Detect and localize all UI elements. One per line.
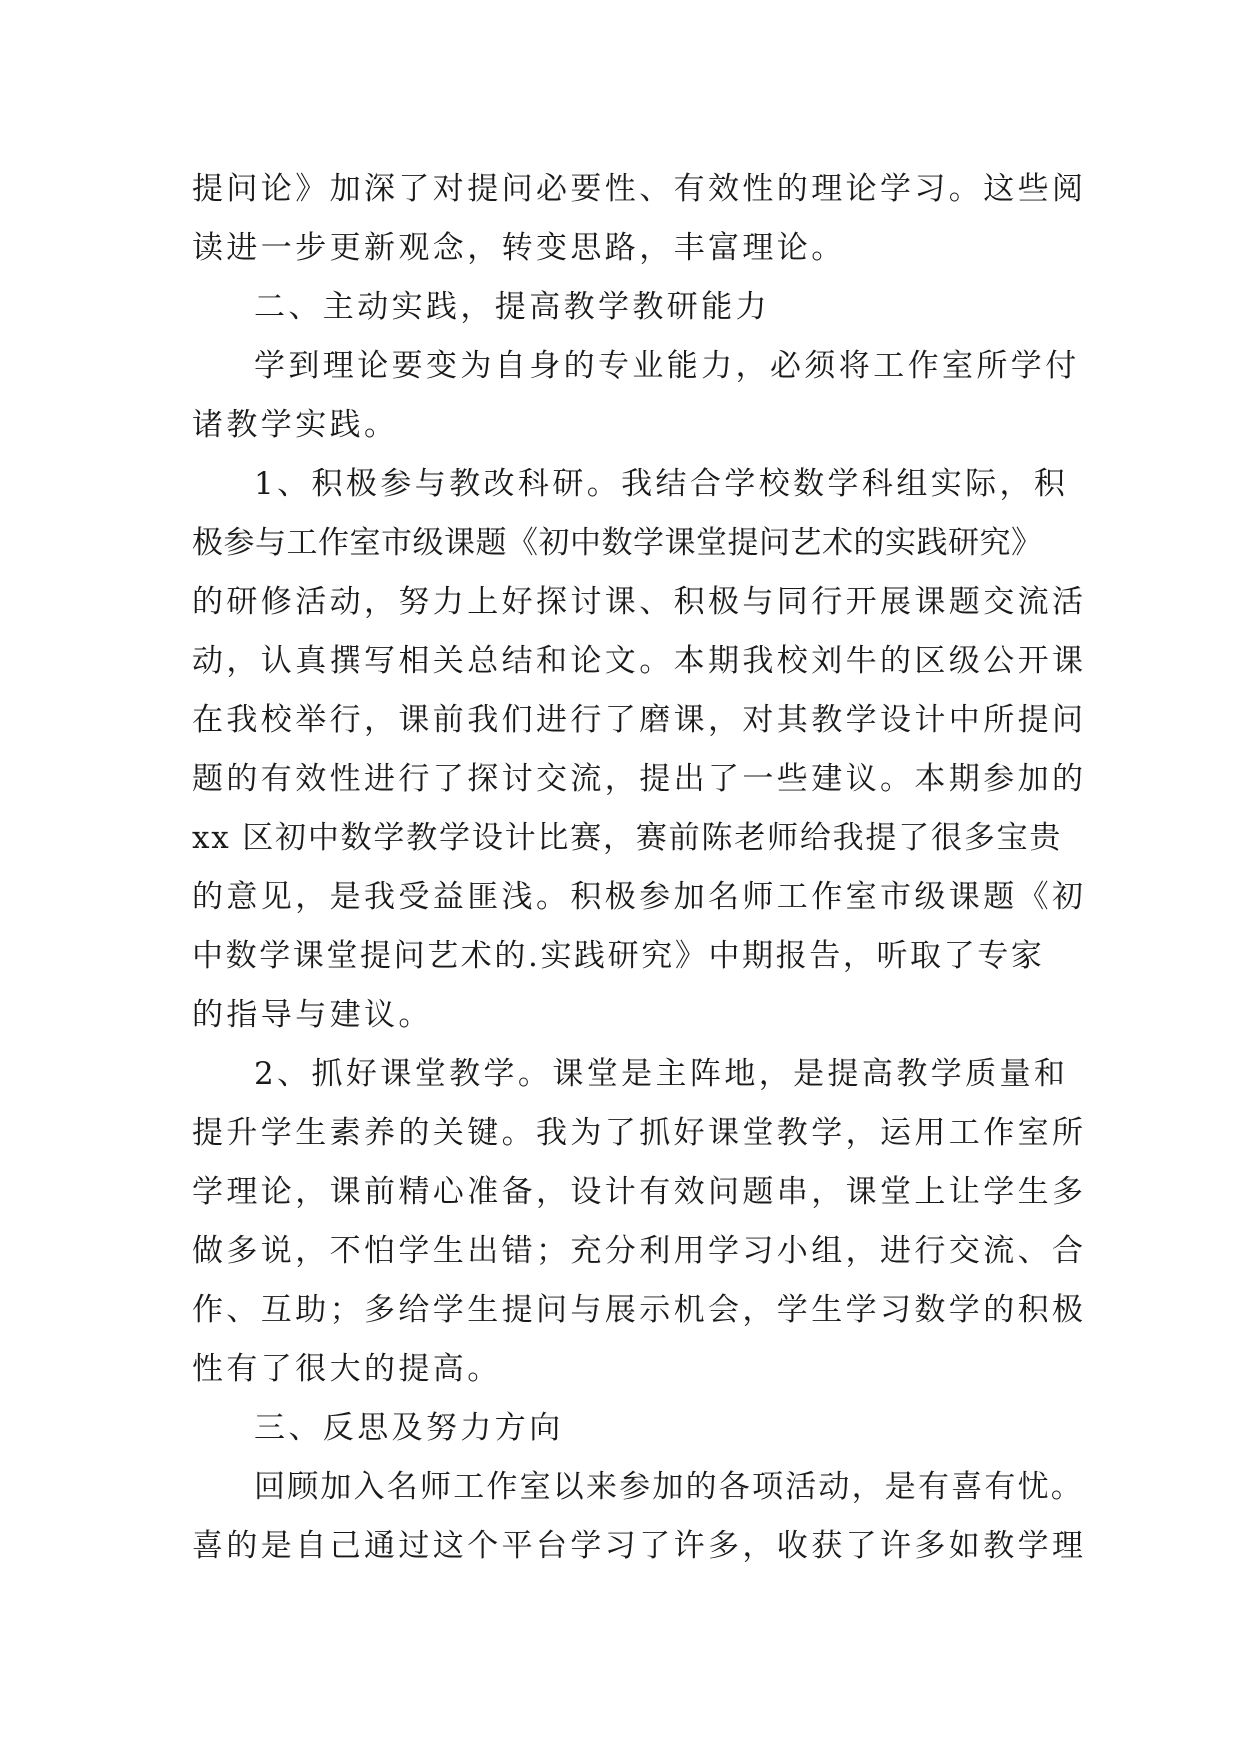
text-line: 作、互助；多给学生提问与展示机会，学生学习数学的积极 [192, 1292, 1087, 1328]
text-line: 极参与工作室市级课题《初中数学课堂提问艺术的实践研究》 [192, 525, 1043, 561]
text-line: 学到理论要变为自身的专业能力，必须将工作室所学付 [254, 348, 1080, 384]
text-line: 提升学生素养的关键。我为了抓好课堂教学，运用工作室所 [192, 1115, 1087, 1151]
text-line: 的指导与建议。 [192, 997, 433, 1033]
text-line: 学理论，课前精心准备，设计有效问题串，课堂上让学生多 [192, 1174, 1087, 1210]
section-heading: 二、主动实践，提高教学教研能力 [254, 289, 770, 325]
text-line: 喜的是自己通过这个平台学习了许多，收获了许多如教学理 [192, 1528, 1087, 1564]
text-line: 在我校举行，课前我们进行了磨课，对其教学设计中所提问 [192, 702, 1087, 738]
text-line: 2、抓好课堂教学。课堂是主阵地，是提高教学质量和 [254, 1056, 1069, 1092]
text-line: xx 区初中数学教学设计比赛，赛前陈老师给我提了很多宝贵 [192, 820, 1063, 856]
text-line: 做多说，不怕学生出错；充分利用学习小组，进行交流、合 [192, 1233, 1087, 1269]
text-line: 的意见，是我受益匪浅。积极参加名师工作室市级课题《初 [192, 879, 1087, 915]
text-line: 读进一步更新观念，转变思路，丰富理论。 [192, 230, 846, 266]
text-line: 提问论》加深了对提问必要性、有效性的理论学习。这些阅 [192, 171, 1087, 207]
section-heading: 三、反思及努力方向 [254, 1410, 564, 1446]
text-line: 1、积极参与教改科研。我结合学校数学科组实际，积 [254, 466, 1069, 502]
text-line: 的研修活动，努力上好探讨课、积极与同行开展课题交流活 [192, 584, 1087, 620]
text-line: 题的有效性进行了探讨交流，提出了一些建议。本期参加的 [192, 761, 1087, 797]
text-line: 诸教学实践。 [192, 407, 399, 443]
text-line: 动，认真撰写相关总结和论文。本期我校刘牛的区级公开课 [192, 643, 1087, 679]
document-body [192, 160, 1087, 1576]
text-line: 回顾加入名师工作室以来参加的各项活动，是有喜有忧。 [254, 1469, 1084, 1505]
text-line: 中数学课堂提问艺术的.实践研究》中期报告，听取了专家 [192, 938, 1045, 974]
text-line: 性有了很大的提高。 [192, 1351, 502, 1387]
